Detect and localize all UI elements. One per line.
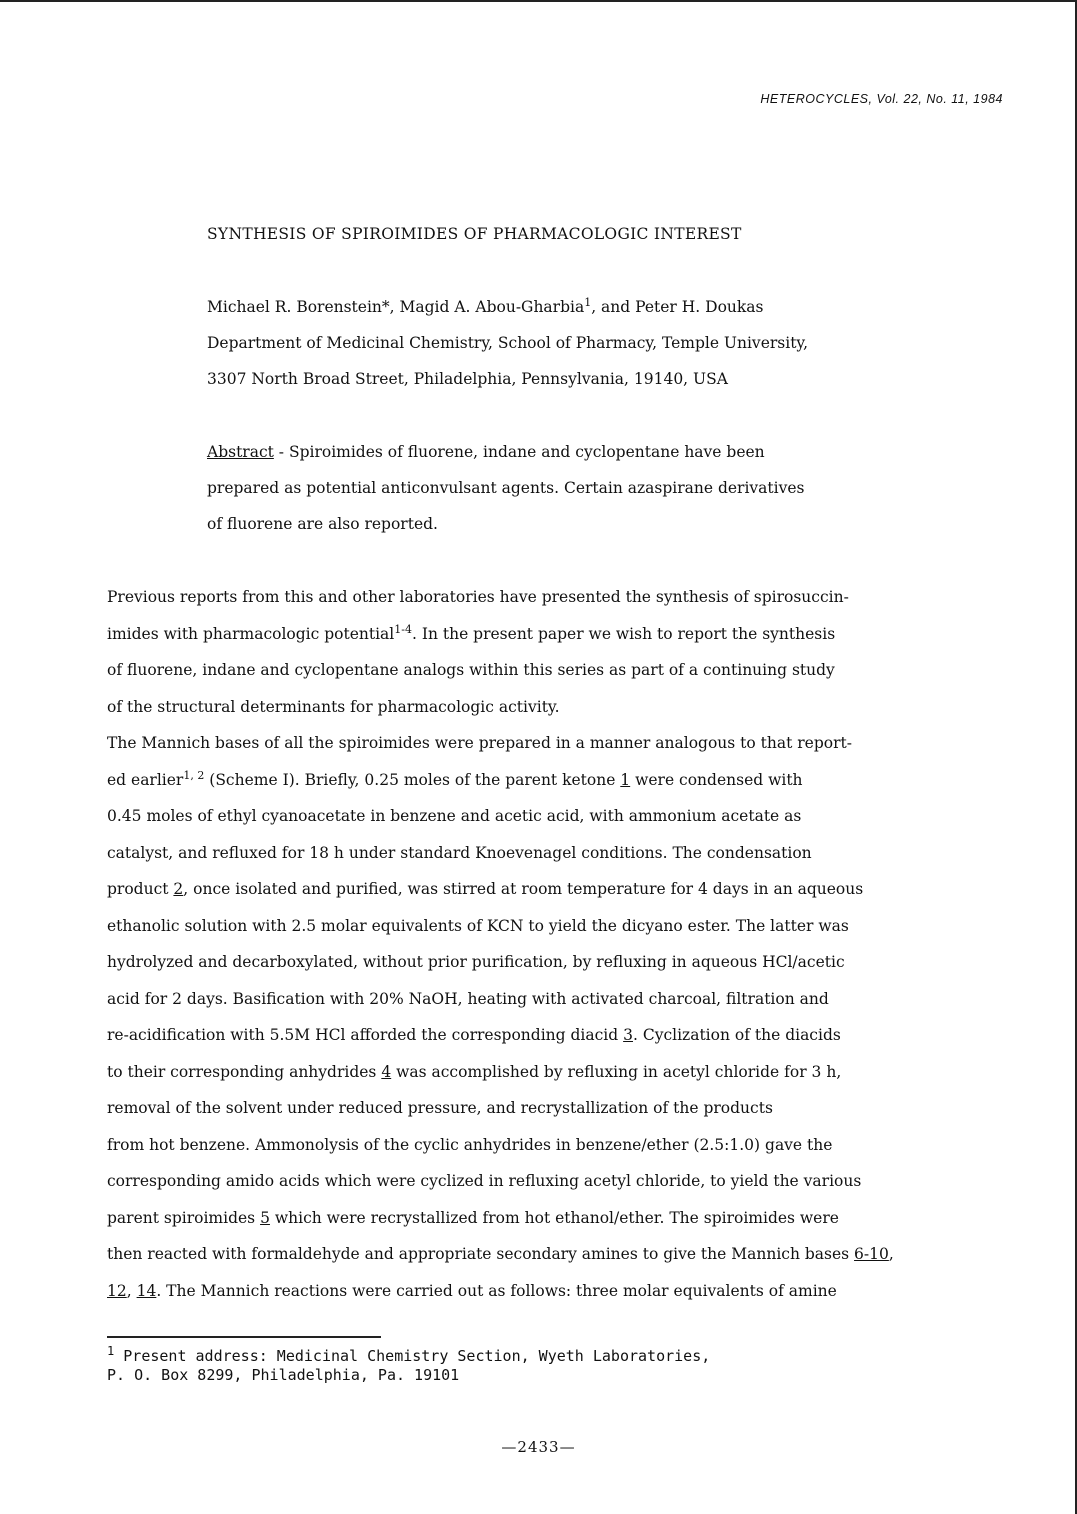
body-text-run: , — [888, 1245, 894, 1263]
body-text-run: were condensed with — [630, 770, 803, 789]
abstract-line-2: prepared as potential anticonvulsant agents. Certain azaspirane derivatives — [207, 479, 805, 497]
body-line: of the structural determinants for pharmacologic activity. — [107, 697, 560, 716]
body-line: ethanolic solution with 2.5 molar equivalents of KCN to yield the dicyano ester. The latter was — [107, 916, 849, 935]
body-line — [107, 871, 894, 908]
footnote-divider — [107, 1336, 381, 1338]
body-line: Previous reports from this and other laboratories have presented the synthesis of spirosuccin- — [107, 588, 849, 606]
footnote-marker: 1 — [107, 1344, 115, 1358]
body-line — [107, 1273, 894, 1310]
body-line: hydrolyzed and decarboxylated, without prior purification, by refluxing in aqueous HCl/acetic — [107, 953, 845, 971]
body-text-run: . Cyclization of the diacids — [632, 1026, 841, 1044]
body-text-run: ed earlier — [107, 770, 184, 789]
page-border-top — [0, 0, 1077, 2]
author-footnote-marker: 1 — [584, 296, 592, 309]
compound-ref: 14 — [136, 1281, 157, 1300]
body-text-run: . The Mannich reactions were carried out as follows: three molar equivalents of amine — [156, 1281, 837, 1300]
body-text-run: then reacted with formaldehyde and appropriate secondary amines to give the Mannich bases — [107, 1245, 855, 1263]
paper-title: SYNTHESIS OF SPIROIMIDES OF PHARMACOLOGIC INTEREST — [207, 225, 742, 243]
compound-ref: 3 — [623, 1026, 633, 1044]
compound-ref: 5 — [260, 1208, 270, 1227]
abstract-line-3: of fluorene are also reported. — [207, 515, 438, 533]
compound-ref: 2 — [173, 880, 184, 898]
author-block — [207, 289, 808, 397]
body-line: 0.45 moles of ethyl cyanoacetate in benzene and acetic acid, with ammonium acetate as — [107, 807, 802, 825]
footnote-text: Present address: Medicinal Chemistry Section, Wyeth Laboratories, — [114, 1347, 711, 1365]
author-line — [207, 289, 808, 325]
footnote-line-1 — [107, 1344, 711, 1366]
body-line: removal of the solvent under reduced pressure, and recrystallization of the products — [107, 1099, 773, 1117]
body-text-run: (Scheme I). Briefly, 0.25 moles of the parent ketone — [204, 770, 621, 789]
citation-superscript: 1, 2 — [183, 768, 205, 782]
affiliation-line-1: Department of Medicinal Chemistry, School of Pharmacy, Temple University, — [207, 334, 809, 352]
abstract-block — [207, 434, 804, 542]
body-text — [107, 579, 894, 1309]
author-names-cont: , and Peter H. Doukas — [591, 298, 764, 316]
author-names: Michael R. Borenstein*, Magid A. Abou-Gharbia — [207, 298, 585, 316]
affiliation-line-2: 3307 North Broad Street, Philadelphia, Pennsylvania, 19140, USA — [207, 370, 728, 388]
body-line — [107, 1054, 894, 1091]
body-text-run: , once isolated and purified, was stirred at room temperature for 4 days in an aqueous — [183, 880, 864, 898]
body-line — [107, 1200, 894, 1237]
body-text-run: . In the present paper we wish to report the synthesis — [411, 624, 836, 643]
abstract-text: - Spiroimides of fluorene, indane and cyclopentane have been — [273, 443, 765, 461]
body-line: The Mannich bases of all the spiroimides were prepared in a manner analogous to that report- — [107, 734, 852, 752]
journal-header: HETEROCYCLES, Vol. 22, No. 11, 1984 — [760, 92, 1003, 106]
body-text-run: which were recrystallized from hot ethanol/ether. The spiroimides were — [269, 1208, 839, 1227]
body-line: from hot benzene. Ammonolysis of the cyclic anhydrides in benzene/ether (2.5:1.0) gave the — [107, 1135, 833, 1154]
body-line: catalyst, and refluxed for 18 h under standard Knoevenagel conditions. The condensation — [107, 843, 812, 862]
footnote — [107, 1344, 711, 1385]
footnote-line-2: P. O. Box 8299, Philadelphia, Pa. 19101 — [107, 1366, 460, 1384]
body-line — [107, 762, 894, 799]
compound-ref: 4 — [381, 1062, 392, 1081]
body-line: of fluorene, indane and cyclopentane analogs within this series as part of a continuing study — [107, 661, 835, 679]
body-line — [107, 616, 894, 653]
body-line: corresponding amido acids which were cyclized in refluxing acetyl chloride, to yield the various — [107, 1172, 862, 1190]
body-text-run: re-acidification with 5.5M HCl afforded the corresponding diacid — [107, 1026, 624, 1044]
compound-ref: 6-10 — [854, 1245, 889, 1263]
body-line — [107, 1017, 894, 1054]
body-line: acid for 2 days. Basification with 20% NaOH, heating with activated charcoal, filtration and — [107, 989, 829, 1008]
abstract-label: Abstract — [207, 443, 274, 461]
abstract-line-1 — [207, 434, 804, 470]
body-text-run: product — [107, 880, 174, 898]
body-line — [107, 1236, 894, 1273]
compound-ref: 12 — [107, 1281, 127, 1300]
citation-superscript: 1-4 — [394, 622, 412, 636]
body-text-run: to their corresponding anhydrides — [107, 1062, 382, 1081]
page-number: —2433— — [501, 1438, 576, 1456]
body-text-run: parent spiroimides — [107, 1208, 261, 1227]
compound-ref: 1 — [620, 770, 631, 789]
body-text-run: imides with pharmacologic potential — [107, 624, 395, 643]
body-text-run: , — [126, 1281, 137, 1300]
body-text-run: was accomplished by refluxing in acetyl chloride for 3 h, — [391, 1062, 842, 1081]
